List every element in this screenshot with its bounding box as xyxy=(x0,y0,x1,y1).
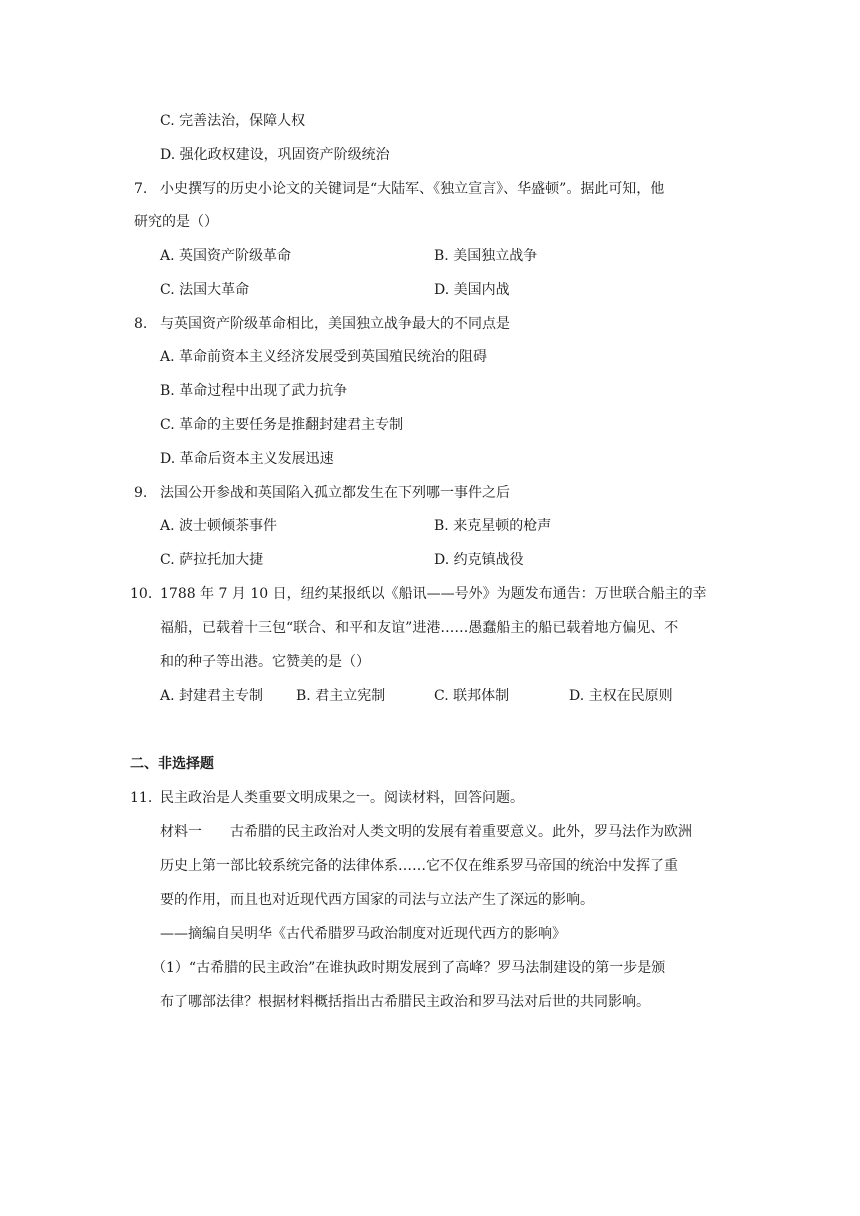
q6-option-d: D. 强化政权建设，巩固资产阶级统治 xyxy=(160,147,390,163)
q11-number: 11. xyxy=(130,790,153,806)
q7-number: 7. xyxy=(134,181,148,197)
q8-option-d: D. 革命后资本主义发展迅速 xyxy=(160,451,334,467)
material-line1: 古希腊的民主政治对人类文明的发展有着重要意义。此外，罗马法作为欧洲 xyxy=(230,824,692,840)
q8-stem: 与英国资产阶级革命相比，美国独立战争最大的不同点是 xyxy=(160,316,510,332)
q9-stem: 法国公开参战和英国陷入孤立都发生在下列哪一事件之后 xyxy=(160,485,510,501)
q8-option-b: B. 革命过程中出现了武力抗争 xyxy=(160,383,348,399)
q7-option-a: A. 英国资产阶级革命 xyxy=(160,248,292,264)
q7-stem-line1: 小史撰写的历史小论文的关键词是“大陆军、《独立宣言》、华盛顿”。据此可知，他 xyxy=(160,181,665,197)
q7-option-d: D. 美国内战 xyxy=(434,282,510,298)
q8-option-c: C. 革命的主要任务是推翻封建君主专制 xyxy=(160,417,404,433)
material-label: 材料一 xyxy=(160,824,202,840)
q10-option-d: D. 主权在民原则 xyxy=(569,688,673,704)
q10-stem-line2: 福船，已载着十三包“联合、和平和友谊”进港……愚蠢船主的船已载着地方偏见、不 xyxy=(160,620,679,636)
q10-stem-line1: 1788 年 7 月 10 日，纽约某报纸以《船讯——号外》为题发布通告：万世联合船主的幸 xyxy=(160,586,707,602)
q9-option-a: A. 波士顿倾茶事件 xyxy=(160,518,278,534)
q9-option-c: C. 萨拉托加大捷 xyxy=(160,552,264,568)
q8-number: 8. xyxy=(134,316,148,332)
q9-number: 9. xyxy=(134,485,148,501)
q10-stem-line3: 和的种子等出港。它赞美的是（） xyxy=(160,654,370,670)
material-line3: 要的作用，而且也对近现代西方国家的司法与立法产生了深远的影响。 xyxy=(160,892,594,908)
q10-option-c: C. 联邦体制 xyxy=(434,688,510,704)
section-title: 二、非选择题 xyxy=(130,756,214,772)
q9-option-b: B. 来克星顿的枪声 xyxy=(434,518,552,534)
q11-sub1-line2: 布了哪部法律？根据材料概括指出古希腊民主政治和罗马法对后世的共同影响。 xyxy=(160,994,650,1010)
q8-option-a: A. 革命前资本主义经济发展受到英国殖民统治的阻碍 xyxy=(160,349,488,365)
q10-number: 10. xyxy=(130,586,153,602)
q7-option-c: C. 法国大革命 xyxy=(160,282,250,298)
q11-stem: 民主政治是人类重要文明成果之一。阅读材料，回答问题。 xyxy=(160,790,524,806)
q10-option-b: B. 君主立宪制 xyxy=(296,688,386,704)
material-source: ——摘编自吴明华《古代希腊罗马政治制度对近现代西方的影响》 xyxy=(160,926,566,942)
q6-option-c: C. 完善法治，保障人权 xyxy=(160,113,306,129)
q9-option-d: D. 约克镇战役 xyxy=(434,552,524,568)
q7-option-b: B. 美国独立战争 xyxy=(434,248,538,264)
q10-option-a: A. 封建君主专制 xyxy=(160,688,264,704)
material-line2: 历史上第一部比较系统完备的法律体系……它不仅在维系罗马帝国的统治中发挥了重 xyxy=(160,858,678,874)
q11-sub1-line1: （1）“古希腊的民主政治”在谁执政时期发展到了高峰？罗马法制建设的第一步是颁 xyxy=(152,960,666,976)
q7-stem-line2: 研究的是（） xyxy=(134,214,218,230)
